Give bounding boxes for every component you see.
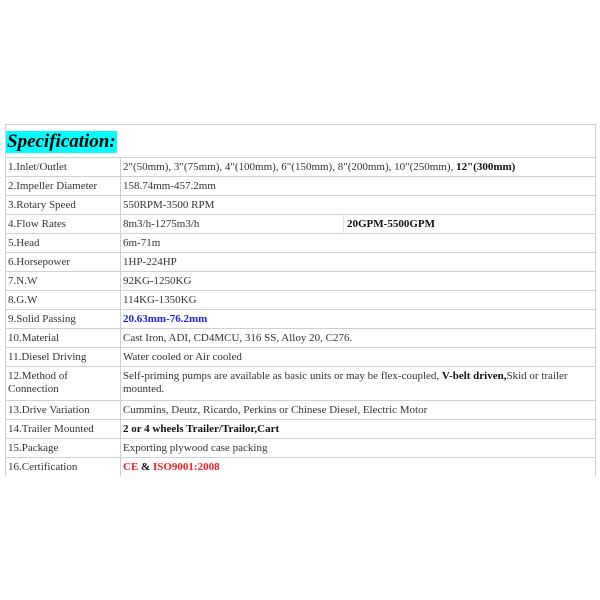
table-row <box>6 177 596 196</box>
row-value <box>121 367 596 401</box>
table-row <box>6 253 596 272</box>
table-row <box>6 234 596 253</box>
value-bold-text: V-belt driven, <box>441 370 507 382</box>
row-value: Water cooled or Air cooled <box>121 348 596 367</box>
row-label: 13.Drive Variation <box>6 401 121 420</box>
row-label: 1.Inlet/Outlet <box>6 158 121 177</box>
value-text: Self-priming pumps are available as basic units or may be flex-coupled, <box>123 370 442 382</box>
specification-table <box>5 124 596 476</box>
row-label: 14.Trailer Mounted <box>6 420 121 439</box>
row-label: 12.Method of Connection <box>6 367 121 401</box>
title-row <box>6 125 596 158</box>
row-value: 2 or 4 wheels Trailer/Trailor,Cart <box>121 420 596 439</box>
row-label: 4.Flow Rates <box>6 215 121 234</box>
specification-title: Specification: <box>7 131 116 152</box>
row-value: 92KG-1250KG <box>121 272 596 291</box>
value-bold-text: 12"(300mm) <box>456 161 516 173</box>
flow-rate-metric: 8m3/h-1275m3/h <box>123 218 200 230</box>
title-cell <box>6 125 596 158</box>
row-value: Cast Iron, ADI, CD4MCU, 316 SS, Alloy 20, C276. <box>121 329 596 348</box>
row-value: 6m-71m <box>121 234 596 253</box>
table-row <box>6 420 596 439</box>
row-label: 7.N.W <box>6 272 121 291</box>
ampersand: & <box>138 461 153 473</box>
row-value: 20.63mm-76.2mm <box>121 310 596 329</box>
row-label: 6.Horsepower <box>6 253 121 272</box>
row-value: Cummins, Deutz, Ricardo, Perkins or Chinese Diesel, Electric Motor <box>121 401 596 420</box>
row-label: 3.Rotary Speed <box>6 196 121 215</box>
row-value <box>121 158 596 177</box>
table-row <box>6 401 596 420</box>
row-label: 2.Impeller Diameter <box>6 177 121 196</box>
row-value: 114KG-1350KG <box>121 291 596 310</box>
row-value: 550RPM-3500 RPM <box>121 196 596 215</box>
row-label: 16.Certification <box>6 458 121 477</box>
row-label: 10.Material <box>6 329 121 348</box>
value-text: 2"(50mm), 3"(75mm), 4"(100mm), 6"(150mm), 8"(200mm), 10"(250mm), <box>123 161 457 173</box>
row-label: 5.Head <box>6 234 121 253</box>
row-value: 158.74mm-457.2mm <box>121 177 596 196</box>
iso-cert: ISO9001:2008 <box>152 461 220 473</box>
row-value: Exporting plywood case packing <box>121 439 596 458</box>
row-label: 11.Diesel Driving <box>6 348 121 367</box>
flow-rate-gpm: 20GPM-5500GPM <box>343 215 435 233</box>
row-label: 15.Package <box>6 439 121 458</box>
table-row <box>6 329 596 348</box>
table-row <box>6 158 596 177</box>
row-label: 8.G.W <box>6 291 121 310</box>
table-row <box>6 310 596 329</box>
ce-mark: CE <box>123 461 139 473</box>
row-value <box>121 458 596 477</box>
table-row <box>6 272 596 291</box>
row-label: 9.Solid Passing <box>6 310 121 329</box>
table-row <box>6 367 596 401</box>
table-row <box>6 196 596 215</box>
table-row <box>6 348 596 367</box>
table-row <box>6 439 596 458</box>
table-row <box>6 458 596 477</box>
table-row <box>6 215 596 234</box>
table-row <box>6 291 596 310</box>
row-value: 1HP-224HP <box>121 253 596 272</box>
value-text: Skid or trailer mounted. <box>123 370 568 395</box>
row-value <box>121 215 596 234</box>
